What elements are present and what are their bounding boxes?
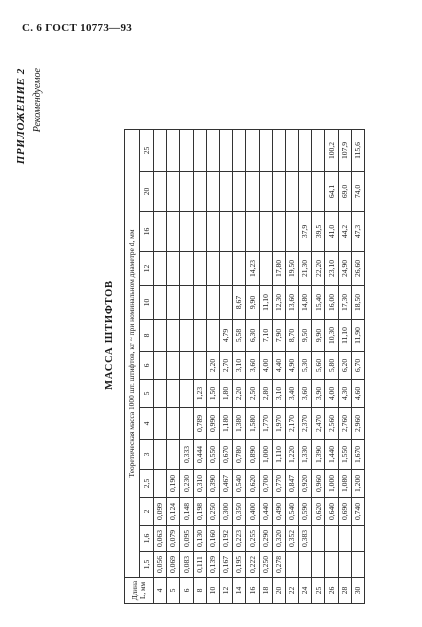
mass-cell <box>351 552 364 578</box>
mass-cell: 0,960 <box>312 470 325 498</box>
table-row <box>325 130 338 604</box>
mass-cell: 0,310 <box>193 470 206 498</box>
mass-cell: 0,467 <box>219 470 232 498</box>
mass-cell <box>312 526 325 552</box>
diameter-header: 16 <box>140 212 154 252</box>
mass-cell: 9,50 <box>299 320 312 352</box>
mass-cell: 0,148 <box>180 498 193 526</box>
mass-cell <box>180 212 193 252</box>
mass-cell: 3,60 <box>246 352 259 380</box>
table-row <box>167 130 180 604</box>
diameter-header: 5 <box>140 380 154 408</box>
mass-cell <box>233 212 246 252</box>
mass-cell: 1,390 <box>312 440 325 470</box>
mass-cell <box>167 130 180 172</box>
mass-cell <box>285 212 298 252</box>
diameter-header: 10 <box>140 286 154 320</box>
mass-cell <box>180 408 193 440</box>
mass-cell: 0,195 <box>233 552 246 578</box>
table-row <box>219 130 232 604</box>
length-cell: 10 <box>206 578 219 604</box>
mass-cell: 13,60 <box>285 286 298 320</box>
mass-cell: 0,333 <box>180 440 193 470</box>
mass-cell <box>338 526 351 552</box>
mass-cell: 0,540 <box>233 470 246 498</box>
mass-cell: 18,50 <box>351 286 364 320</box>
mass-cell: 21,30 <box>299 252 312 286</box>
table-row <box>272 130 285 604</box>
mass-cell: 19,50 <box>285 252 298 286</box>
mass-cell: 0,278 <box>272 552 285 578</box>
mass-cell: 7,10 <box>259 320 272 352</box>
mass-cell: 2,70 <box>219 352 232 380</box>
mass-cell: 5,60 <box>312 352 325 380</box>
mass-cell: 0,139 <box>206 552 219 578</box>
mass-cell: 0,160 <box>206 526 219 552</box>
mass-cell: 0,167 <box>219 552 232 578</box>
mass-cell <box>246 130 259 172</box>
mass-cell: 0,770 <box>272 470 285 498</box>
mass-cell <box>154 380 167 408</box>
mass-cell: 0,620 <box>312 498 325 526</box>
mass-cell: 69,0 <box>338 172 351 212</box>
mass-cell: 1,330 <box>299 440 312 470</box>
mass-cell: 5,80 <box>325 352 338 380</box>
length-cell: 12 <box>219 578 232 604</box>
mass-cell <box>154 352 167 380</box>
diameter-header: 2,5 <box>140 470 154 498</box>
mass-cell: 1,220 <box>285 440 298 470</box>
mass-cell <box>285 552 298 578</box>
mass-cell: 3,10 <box>272 380 285 408</box>
length-cell: 5 <box>167 578 180 604</box>
mass-cell: 0,198 <box>193 498 206 526</box>
mass-cell <box>233 172 246 212</box>
mass-cell: 0,890 <box>246 440 259 470</box>
mass-cell: 3,10 <box>233 352 246 380</box>
mass-cell <box>167 408 180 440</box>
appendix-title: ПРИЛОЖЕНИЕ 2 <box>15 68 27 165</box>
mass-cell: 7,90 <box>272 320 285 352</box>
mass-cell: 0,390 <box>206 470 219 498</box>
mass-cell <box>167 212 180 252</box>
mass-cell: 4,60 <box>351 380 364 408</box>
mass-cell: 4,90 <box>285 352 298 380</box>
mass-cell <box>154 252 167 286</box>
mass-cell: 74,0 <box>351 172 364 212</box>
mass-cell: 4,00 <box>325 380 338 408</box>
mass-cell: 2,470 <box>312 408 325 440</box>
mass-cell: 0,063 <box>154 526 167 552</box>
mass-cell <box>167 252 180 286</box>
mass-cell: 11,10 <box>259 286 272 320</box>
mass-cell: 4,30 <box>338 380 351 408</box>
length-cell: 4 <box>154 578 167 604</box>
mass-cell: 0,550 <box>206 440 219 470</box>
mass-cell: 1,970 <box>272 408 285 440</box>
mass-cell <box>299 172 312 212</box>
mass-cell: 2,50 <box>246 380 259 408</box>
mass-cell: 37,9 <box>299 212 312 252</box>
mass-cell: 0,124 <box>167 498 180 526</box>
mass-cell: 0,255 <box>246 526 259 552</box>
mass-cell <box>193 286 206 320</box>
length-cell: 20 <box>272 578 285 604</box>
mass-table <box>124 129 365 604</box>
mass-cell: 2,20 <box>206 352 219 380</box>
mass-cell <box>219 252 232 286</box>
mass-cell: 24,90 <box>338 252 351 286</box>
mass-cell: 0,190 <box>167 470 180 498</box>
mass-cell <box>312 172 325 212</box>
mass-cell: 41,0 <box>325 212 338 252</box>
length-cell: 24 <box>299 578 312 604</box>
mass-cell <box>180 252 193 286</box>
mass-cell <box>246 212 259 252</box>
mass-cell: 0,620 <box>246 470 259 498</box>
length-cell: 28 <box>338 578 351 604</box>
length-cell: 8 <box>193 578 206 604</box>
mass-cell <box>325 552 338 578</box>
mass-cell: 3,90 <box>312 380 325 408</box>
mass-cell: 0,920 <box>299 470 312 498</box>
mass-cell <box>312 552 325 578</box>
mass-cell: 0,640 <box>325 498 338 526</box>
mass-cell <box>180 320 193 352</box>
mass-cell: 2,370 <box>299 408 312 440</box>
mass-cell: 0,352 <box>285 526 298 552</box>
mass-cell: 23,10 <box>325 252 338 286</box>
mass-cell: 4,40 <box>272 352 285 380</box>
mass-cell: 0,250 <box>259 552 272 578</box>
mass-cell: 0,083 <box>180 552 193 578</box>
mass-cell <box>206 172 219 212</box>
diameter-header: 8 <box>140 320 154 352</box>
mass-cell: 0,990 <box>206 408 219 440</box>
mass-cell <box>285 172 298 212</box>
length-cell: 18 <box>259 578 272 604</box>
diameter-header: 1,5 <box>140 552 154 578</box>
mass-cell <box>272 130 285 172</box>
mass-cell: 47,3 <box>351 212 364 252</box>
mass-cell: 0,290 <box>259 526 272 552</box>
rotated-content <box>12 60 412 610</box>
mass-cell: 0,670 <box>219 440 232 470</box>
mass-cell <box>180 380 193 408</box>
diameter-header: 12 <box>140 252 154 286</box>
appendix-subtitle: Рекомендуемое <box>32 68 43 133</box>
mass-cell: 0,192 <box>219 526 232 552</box>
table-row <box>351 130 364 604</box>
table-row <box>233 130 246 604</box>
table-row <box>154 130 167 604</box>
mass-cell <box>180 172 193 212</box>
mass-cell: 0,847 <box>285 470 298 498</box>
mass-cell: 5,30 <box>299 352 312 380</box>
length-cell: 14 <box>233 578 246 604</box>
mass-cell: 4,79 <box>219 320 232 352</box>
mass-cell: 0,444 <box>193 440 206 470</box>
mass-cell: 1,670 <box>351 440 364 470</box>
mass-cell: 0,350 <box>233 498 246 526</box>
mass-cell <box>167 380 180 408</box>
mass-cell: 17,30 <box>338 286 351 320</box>
mass-cell <box>193 130 206 172</box>
mass-cell <box>259 252 272 286</box>
mass-cell: 1,23 <box>193 380 206 408</box>
mass-cell <box>154 172 167 212</box>
table-row <box>299 130 312 604</box>
mass-cell: 15,40 <box>312 286 325 320</box>
mass-cell <box>219 172 232 212</box>
mass-cell <box>206 212 219 252</box>
mass-cell: 2,80 <box>259 380 272 408</box>
mass-cell: 0,320 <box>272 526 285 552</box>
mass-cell <box>167 172 180 212</box>
mass-cell: 9,90 <box>312 320 325 352</box>
mass-cell <box>246 172 259 212</box>
mass-cell: 0,079 <box>167 526 180 552</box>
mass-cell <box>154 212 167 252</box>
mass-cell: 2,760 <box>338 408 351 440</box>
mass-cell: 1,000 <box>259 440 272 470</box>
mass-cell <box>219 286 232 320</box>
mass-cell <box>180 352 193 380</box>
mass-cell: 0,690 <box>338 498 351 526</box>
mass-cell: 12,30 <box>272 286 285 320</box>
mass-cell: 8,67 <box>233 286 246 320</box>
mass-cell <box>193 320 206 352</box>
table-caption: Теоретическая масса 1000 шт. штифтов, кг ~ при номинальном диаметре d, мм <box>125 130 140 578</box>
mass-cell <box>193 172 206 212</box>
mass-cell: 3,40 <box>285 380 298 408</box>
length-cell: 22 <box>285 578 298 604</box>
page-header: С. 6 ГОСТ 10773—93 <box>22 22 133 34</box>
diameter-header: 1,6 <box>140 526 154 552</box>
mass-cell: 64,1 <box>325 172 338 212</box>
mass-cell: 0,056 <box>154 552 167 578</box>
mass-cell: 0,700 <box>259 470 272 498</box>
mass-cell: 8,70 <box>285 320 298 352</box>
mass-cell: 0,130 <box>193 526 206 552</box>
mass-cell: 0,400 <box>246 498 259 526</box>
diameter-header: 20 <box>140 172 154 212</box>
mass-cell: 1,580 <box>246 408 259 440</box>
mass-cell: 14,80 <box>299 286 312 320</box>
mass-cell: 1,110 <box>272 440 285 470</box>
mass-cell: 1,80 <box>219 380 232 408</box>
mass-cell: 26,60 <box>351 252 364 286</box>
mass-cell: 0,740 <box>351 498 364 526</box>
mass-cell: 0,300 <box>219 498 232 526</box>
length-cell: 6 <box>180 578 193 604</box>
mass-cell <box>180 130 193 172</box>
mass-cell <box>206 286 219 320</box>
mass-cell <box>299 130 312 172</box>
mass-cell: 100,2 <box>325 130 338 172</box>
mass-cell: 39,5 <box>312 212 325 252</box>
diameter-header: 3 <box>140 440 154 470</box>
mass-cell <box>312 130 325 172</box>
table-row <box>285 130 298 604</box>
diameter-header: 6 <box>140 352 154 380</box>
mass-cell <box>259 212 272 252</box>
mass-cell: 0,099 <box>154 498 167 526</box>
mass-cell <box>338 552 351 578</box>
table-row <box>259 130 272 604</box>
mass-cell: 9,90 <box>246 286 259 320</box>
mass-cell: 0,111 <box>193 552 206 578</box>
mass-cell <box>259 172 272 212</box>
mass-cell <box>259 130 272 172</box>
diameter-header: 25 <box>140 130 154 172</box>
mass-cell <box>193 252 206 286</box>
mass-cell: 44,2 <box>338 212 351 252</box>
mass-cell: 0,095 <box>180 526 193 552</box>
mass-cell <box>154 130 167 172</box>
mass-cell: 0,383 <box>299 526 312 552</box>
mass-cell: 1,440 <box>325 440 338 470</box>
diameter-header-row <box>140 130 154 604</box>
table-body <box>154 130 365 604</box>
mass-cell: 0,440 <box>259 498 272 526</box>
mass-cell <box>272 212 285 252</box>
length-cell: 25 <box>312 578 325 604</box>
mass-cell <box>285 130 298 172</box>
table-row <box>246 130 259 604</box>
mass-cell <box>206 320 219 352</box>
mass-cell: 0,780 <box>233 440 246 470</box>
mass-cell: 0,223 <box>233 526 246 552</box>
mass-cell: 1,200 <box>351 470 364 498</box>
mass-cell <box>154 470 167 498</box>
mass-cell: 0,590 <box>299 498 312 526</box>
mass-cell <box>167 286 180 320</box>
mass-cell: 1,000 <box>325 470 338 498</box>
length-cell: 30 <box>351 578 364 604</box>
mass-cell <box>154 408 167 440</box>
mass-cell: 6,70 <box>351 352 364 380</box>
mass-cell: 2,960 <box>351 408 364 440</box>
mass-cell <box>154 440 167 470</box>
mass-cell: 5,58 <box>233 320 246 352</box>
mass-cell <box>219 130 232 172</box>
mass-cell: 14,23 <box>246 252 259 286</box>
diameter-header: 2 <box>140 498 154 526</box>
table-row <box>180 130 193 604</box>
mass-cell <box>193 212 206 252</box>
mass-cell: 0,540 <box>285 498 298 526</box>
length-header: Длина L, мм <box>125 578 154 604</box>
mass-cell: 0,069 <box>167 552 180 578</box>
mass-cell: 16,00 <box>325 286 338 320</box>
table-row <box>338 130 351 604</box>
mass-cell: 0,490 <box>272 498 285 526</box>
mass-cell: 0,222 <box>246 552 259 578</box>
mass-cell: 1,550 <box>338 440 351 470</box>
mass-cell: 6,20 <box>338 352 351 380</box>
table-row <box>193 130 206 604</box>
mass-cell: 6,30 <box>246 320 259 352</box>
table-row <box>206 130 219 604</box>
diameter-header: 4 <box>140 408 154 440</box>
mass-cell <box>167 352 180 380</box>
mass-cell: 2,20 <box>233 380 246 408</box>
mass-cell: 1,380 <box>233 408 246 440</box>
mass-cell <box>325 526 338 552</box>
mass-cell <box>180 286 193 320</box>
mass-cell: 107,9 <box>338 130 351 172</box>
mass-cell <box>154 286 167 320</box>
mass-cell <box>167 440 180 470</box>
mass-cell: 1,770 <box>259 408 272 440</box>
mass-cell: 0,789 <box>193 408 206 440</box>
mass-cell: 1,180 <box>219 408 232 440</box>
mass-cell <box>233 130 246 172</box>
mass-cell: 4,00 <box>259 352 272 380</box>
mass-cell <box>272 172 285 212</box>
mass-cell: 3,60 <box>299 380 312 408</box>
length-cell: 26 <box>325 578 338 604</box>
mass-cell <box>219 212 232 252</box>
mass-cell <box>206 130 219 172</box>
mass-cell: 11,10 <box>338 320 351 352</box>
length-cell: 16 <box>246 578 259 604</box>
document-title: МАССА ШТИФТОВ <box>104 280 115 390</box>
mass-cell <box>206 252 219 286</box>
mass-cell <box>351 526 364 552</box>
mass-cell <box>154 320 167 352</box>
mass-cell: 0,250 <box>206 498 219 526</box>
mass-cell <box>167 320 180 352</box>
mass-cell <box>233 252 246 286</box>
mass-cell: 11,90 <box>351 320 364 352</box>
mass-cell: 22,20 <box>312 252 325 286</box>
mass-cell: 2,560 <box>325 408 338 440</box>
mass-cell: 115,6 <box>351 130 364 172</box>
mass-cell <box>299 552 312 578</box>
mass-cell: 1,080 <box>338 470 351 498</box>
mass-cell: 1,50 <box>206 380 219 408</box>
mass-cell: 17,80 <box>272 252 285 286</box>
mass-cell: 10,30 <box>325 320 338 352</box>
table-row <box>312 130 325 604</box>
mass-cell: 2,170 <box>285 408 298 440</box>
mass-cell: 0,230 <box>180 470 193 498</box>
mass-cell <box>193 352 206 380</box>
